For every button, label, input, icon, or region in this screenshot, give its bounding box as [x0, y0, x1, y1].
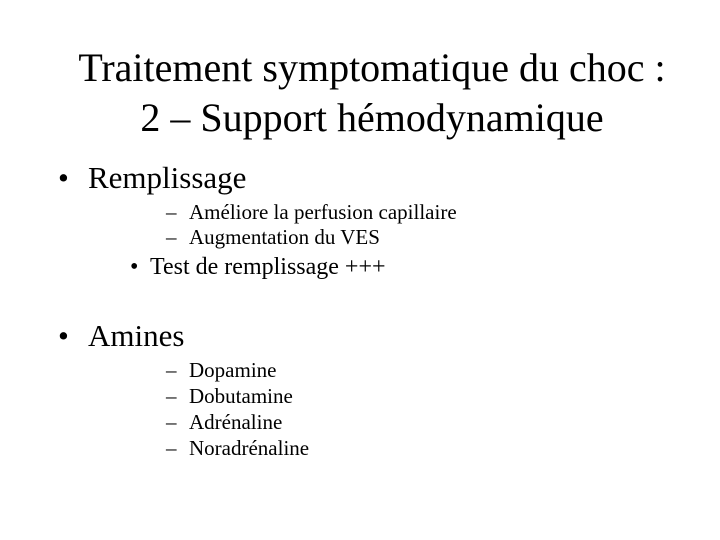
dash-icon: – — [166, 200, 177, 224]
bullet-label: Amines — [88, 318, 185, 353]
dash-icon: – — [166, 384, 177, 408]
slide-title-line-1: Traitement symptomatique du choc : — [78, 45, 666, 90]
dash-icon: – — [166, 410, 177, 434]
bullet-icon: • — [58, 160, 69, 195]
dash-icon: – — [166, 225, 177, 249]
dash-icon: – — [166, 436, 177, 460]
sub-item-label: Dopamine — [189, 358, 277, 382]
sub-item-label: Adrénaline — [189, 410, 283, 434]
bullet-icon: • — [130, 254, 139, 280]
sub-item-label: Améliore la perfusion capillaire — [189, 200, 457, 224]
sub-item-label: Noradrénaline — [189, 436, 310, 460]
sub-item-label: Augmentation du VES — [189, 225, 380, 249]
slide-title-line-2: 2 – Support hémodynamique — [140, 95, 604, 140]
bullet-icon: • — [58, 318, 69, 353]
dash-icon: – — [166, 358, 177, 382]
bullet-label: Test de remplissage +++ — [150, 254, 386, 280]
sub-item-label: Dobutamine — [189, 384, 293, 408]
bullet-label: Remplissage — [88, 160, 247, 195]
